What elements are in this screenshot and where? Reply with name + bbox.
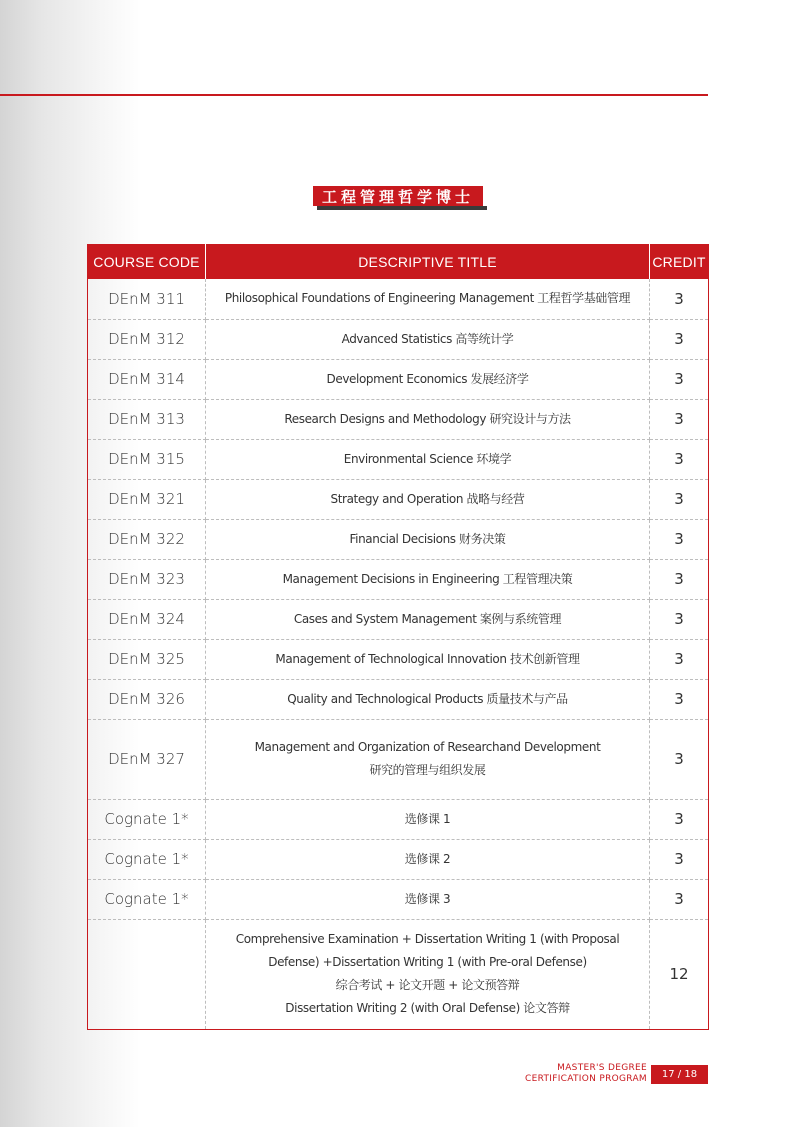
course-title — [206, 319, 650, 359]
course-title — [206, 639, 650, 679]
course-title-line: 选修课 2 — [404, 851, 451, 866]
program-label-line2: CERTIFICATION PROGRAM — [525, 1074, 647, 1084]
table-row — [88, 519, 709, 559]
course-title-line: Financial Decisions 财务决策 — [349, 531, 506, 546]
course-title — [206, 399, 650, 439]
course-title — [206, 479, 650, 519]
table-row — [88, 799, 709, 839]
course-title — [206, 439, 650, 479]
course-title-line: 选修课 1 — [404, 811, 451, 826]
table-row — [88, 399, 709, 439]
course-code: DEnM 313 — [88, 399, 206, 439]
table-row — [88, 719, 709, 799]
table-row — [88, 319, 709, 359]
course-code: DEnM 321 — [88, 479, 206, 519]
course-credit: 3 — [650, 799, 709, 839]
program-label — [525, 1063, 647, 1085]
header-credit: CREDIT — [650, 245, 709, 280]
page-title: 工程管理哲学博士 — [313, 186, 483, 206]
course-title-line: Environmental Science 环境学 — [343, 451, 512, 466]
course-title — [206, 599, 650, 639]
table-row — [88, 279, 709, 319]
course-code: DEnM 325 — [88, 639, 206, 679]
program-label-line1: MASTER'S DEGREE — [557, 1063, 647, 1073]
table-row — [88, 919, 709, 1029]
course-code: DEnM 322 — [88, 519, 206, 559]
course-credit: 3 — [650, 279, 709, 319]
course-credit: 3 — [650, 839, 709, 879]
table-row — [88, 599, 709, 639]
course-credit: 3 — [650, 879, 709, 919]
table-row — [88, 439, 709, 479]
course-code: DEnM 311 — [88, 279, 206, 319]
course-code: DEnM 312 — [88, 319, 206, 359]
course-title — [206, 279, 650, 319]
course-title-line: Research Designs and Methodology 研究设计与方法 — [284, 411, 571, 426]
course-title — [206, 799, 650, 839]
course-title-line: Management Decisions in Engineering 工程管理决策 — [282, 571, 573, 586]
course-title-line: Defense) +Dissertation Writing 1 (with Pre-oral Defense) — [268, 955, 587, 969]
course-credit: 3 — [650, 639, 709, 679]
course-credit: 3 — [650, 399, 709, 439]
page-number: 17 / 18 — [651, 1065, 708, 1084]
course-title-line: 研究的管理与组织发展 — [369, 763, 486, 777]
course-code: DEnM 314 — [88, 359, 206, 399]
header-course-code: COURSE CODE — [88, 245, 206, 280]
course-title-line: 综合考试 + 论文开题 + 论文预答辩 — [335, 978, 520, 992]
table-row — [88, 679, 709, 719]
course-code: Cognate 1* — [88, 879, 206, 919]
course-code: DEnM 326 — [88, 679, 206, 719]
table-row — [88, 839, 709, 879]
course-credit: 3 — [650, 719, 709, 799]
course-code: DEnM 327 — [88, 719, 206, 799]
course-title-line: Dissertation Writing 2 (with Oral Defense) 论文答辩 — [285, 1001, 570, 1015]
course-table — [87, 244, 709, 1030]
course-title — [206, 559, 650, 599]
course-title — [206, 719, 650, 799]
table-row — [88, 359, 709, 399]
course-credit: 3 — [650, 679, 709, 719]
course-title-line: Philosophical Foundations of Engineering Management 工程哲学基础管理 — [224, 291, 631, 306]
course-credit: 3 — [650, 319, 709, 359]
table-row — [88, 639, 709, 679]
course-code: DEnM 315 — [88, 439, 206, 479]
course-title — [206, 519, 650, 559]
course-credit: 12 — [669, 965, 689, 983]
course-code: DEnM 324 — [88, 599, 206, 639]
course-title — [206, 879, 650, 919]
course-code — [88, 919, 206, 1029]
course-credit: 3 — [650, 359, 709, 399]
course-title-line: Management of Technological Innovation 技术创新管理 — [275, 651, 580, 666]
course-title — [206, 679, 650, 719]
course-title-line: Management and Organization of Researchand Development — [254, 740, 601, 754]
course-code: DEnM 323 — [88, 559, 206, 599]
course-title-line: Quality and Technological Products 质量技术与产品 — [287, 691, 568, 706]
course-title — [206, 359, 650, 399]
course-title-line: Cases and System Management 案例与系统管理 — [293, 611, 562, 626]
table-row — [88, 559, 709, 599]
course-credit: 3 — [650, 439, 709, 479]
top-divider — [0, 94, 708, 96]
course-code: Cognate 1* — [88, 799, 206, 839]
course-credit: 3 — [650, 519, 709, 559]
course-code: Cognate 1* — [88, 839, 206, 879]
header-descriptive-title: DESCRIPTIVE TITLE — [206, 245, 650, 280]
course-title-line: Development Economics 发展经济学 — [326, 371, 529, 386]
course-credit: 3 — [650, 479, 709, 519]
course-title-line: Comprehensive Examination + Dissertation Writing 1 (with Proposal — [235, 932, 620, 946]
course-title-line: Strategy and Operation 战略与经营 — [330, 491, 525, 506]
course-title-line: 选修课 3 — [404, 891, 451, 906]
course-credit: 3 — [650, 559, 709, 599]
course-title-line: Advanced Statistics 高等统计学 — [341, 331, 514, 346]
table-header-row — [88, 245, 709, 280]
table-row — [88, 879, 709, 919]
course-credit: 3 — [650, 599, 709, 639]
table-row — [88, 479, 709, 519]
course-title — [206, 839, 650, 879]
course-title — [206, 919, 650, 1029]
